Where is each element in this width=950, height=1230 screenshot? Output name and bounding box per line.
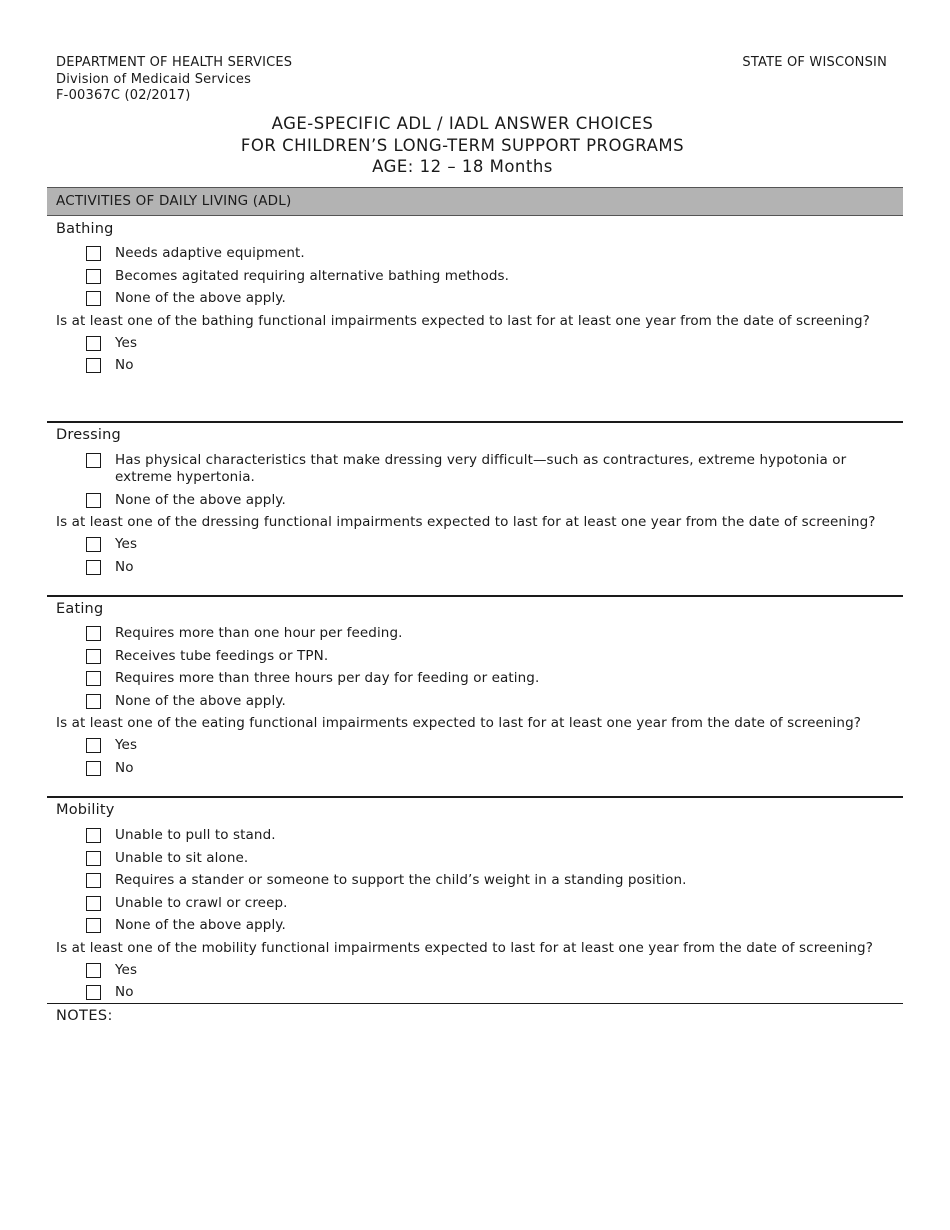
checkbox[interactable] bbox=[86, 626, 101, 641]
checkbox[interactable] bbox=[86, 918, 101, 933]
section-title: Bathing bbox=[56, 221, 114, 237]
answer-no[interactable]: No bbox=[56, 760, 903, 777]
checkbox-option[interactable]: Becomes agitated requiring alternative bathing methods. bbox=[56, 268, 903, 285]
department-name: DEPARTMENT OF HEALTH SERVICES bbox=[56, 55, 293, 70]
answer-yes[interactable]: Yes bbox=[56, 335, 903, 352]
duration-question: Is at least one of the mobility functional impairments expected to last for at least one year from the date of screening? bbox=[56, 939, 873, 956]
notes-label: NOTES: bbox=[56, 1008, 113, 1024]
checkbox[interactable] bbox=[86, 453, 101, 468]
title-line-1: AGE-SPECIFIC ADL / IADL ANSWER CHOICES bbox=[271, 114, 654, 133]
form-header-left bbox=[56, 55, 292, 105]
checkbox[interactable] bbox=[86, 336, 101, 351]
duration-question: Is at least one of the bathing functional impairments expected to last for at least one year from the date of screening? bbox=[56, 312, 870, 329]
answer-no[interactable]: No bbox=[56, 357, 903, 374]
answer-yes[interactable]: Yes bbox=[56, 536, 903, 553]
notes-divider bbox=[47, 1003, 903, 1004]
checkbox[interactable] bbox=[86, 671, 101, 686]
checkbox[interactable] bbox=[86, 985, 101, 1000]
checkbox-option[interactable]: None of the above apply. bbox=[56, 290, 903, 307]
checkbox[interactable] bbox=[86, 291, 101, 306]
checkbox[interactable] bbox=[86, 358, 101, 373]
checkbox-option[interactable]: Unable to sit alone. bbox=[56, 850, 903, 867]
checkbox-option[interactable]: Needs adaptive equipment. bbox=[56, 245, 903, 262]
eating-section bbox=[47, 595, 903, 796]
checkbox[interactable] bbox=[86, 493, 101, 508]
bathing-section bbox=[47, 216, 903, 421]
section-title: Eating bbox=[56, 601, 104, 617]
checkbox[interactable] bbox=[86, 963, 101, 978]
adl-form bbox=[47, 187, 903, 1025]
checkbox[interactable] bbox=[86, 896, 101, 911]
checkbox-option[interactable]: Requires a stander or someone to support the child’s weight in a standing position. bbox=[56, 872, 903, 889]
checkbox[interactable] bbox=[86, 649, 101, 664]
division-name: Division of Medicaid Services bbox=[56, 71, 252, 87]
checkbox-option[interactable]: Unable to crawl or creep. bbox=[56, 895, 903, 912]
checkbox[interactable] bbox=[86, 761, 101, 776]
dressing-section bbox=[47, 421, 903, 595]
form-number: F-00367C (02/2017) bbox=[56, 88, 191, 103]
checkbox[interactable] bbox=[86, 269, 101, 284]
section-title: Dressing bbox=[56, 427, 121, 443]
duration-question: Is at least one of the eating functional impairments expected to last for at least one year from the date of screening? bbox=[56, 715, 861, 731]
checkbox-option[interactable]: None of the above apply. bbox=[56, 693, 903, 710]
state-name: STATE OF WISCONSIN bbox=[742, 55, 887, 70]
checkbox[interactable] bbox=[86, 851, 101, 866]
answer-no[interactable]: No bbox=[56, 559, 903, 576]
duration-question: Is at least one of the dressing functional impairments expected to last for at least one year from the date of screening? bbox=[56, 514, 876, 530]
checkbox[interactable] bbox=[86, 873, 101, 888]
checkbox-option[interactable]: Requires more than one hour per feeding. bbox=[56, 625, 903, 642]
title-line-2: FOR CHILDREN’S LONG-TERM SUPPORT PROGRAMS bbox=[240, 135, 685, 155]
checkbox[interactable] bbox=[86, 560, 101, 575]
form-title bbox=[0, 113, 925, 178]
checkbox[interactable] bbox=[86, 738, 101, 753]
checkbox[interactable] bbox=[86, 246, 101, 261]
answer-yes[interactable]: Yes bbox=[56, 962, 903, 979]
checkbox-option[interactable]: None of the above apply. bbox=[56, 917, 903, 934]
checkbox-option[interactable]: Unable to pull to stand. bbox=[56, 827, 903, 844]
answer-no[interactable]: No bbox=[56, 984, 903, 1001]
checkbox-option[interactable]: Has physical characteristics that make dressing very difficult—such as contractures, extreme hypotonia or extreme hypertonia. bbox=[56, 452, 903, 486]
checkbox[interactable] bbox=[86, 694, 101, 709]
checkbox-option[interactable]: Requires more than three hours per day for feeding or eating. bbox=[56, 670, 903, 687]
checkbox[interactable] bbox=[86, 537, 101, 552]
section-title: Mobility bbox=[56, 802, 115, 818]
answer-yes[interactable]: Yes bbox=[56, 737, 903, 754]
adl-section-header: ACTIVITIES OF DAILY LIVING (ADL) bbox=[47, 187, 903, 216]
title-line-3: AGE: 12 – 18 Months bbox=[372, 157, 553, 176]
checkbox-option[interactable]: None of the above apply. bbox=[56, 492, 903, 509]
checkbox-option[interactable]: Receives tube feedings or TPN. bbox=[56, 648, 903, 665]
mobility-section bbox=[47, 796, 903, 1003]
checkbox[interactable] bbox=[86, 828, 101, 843]
